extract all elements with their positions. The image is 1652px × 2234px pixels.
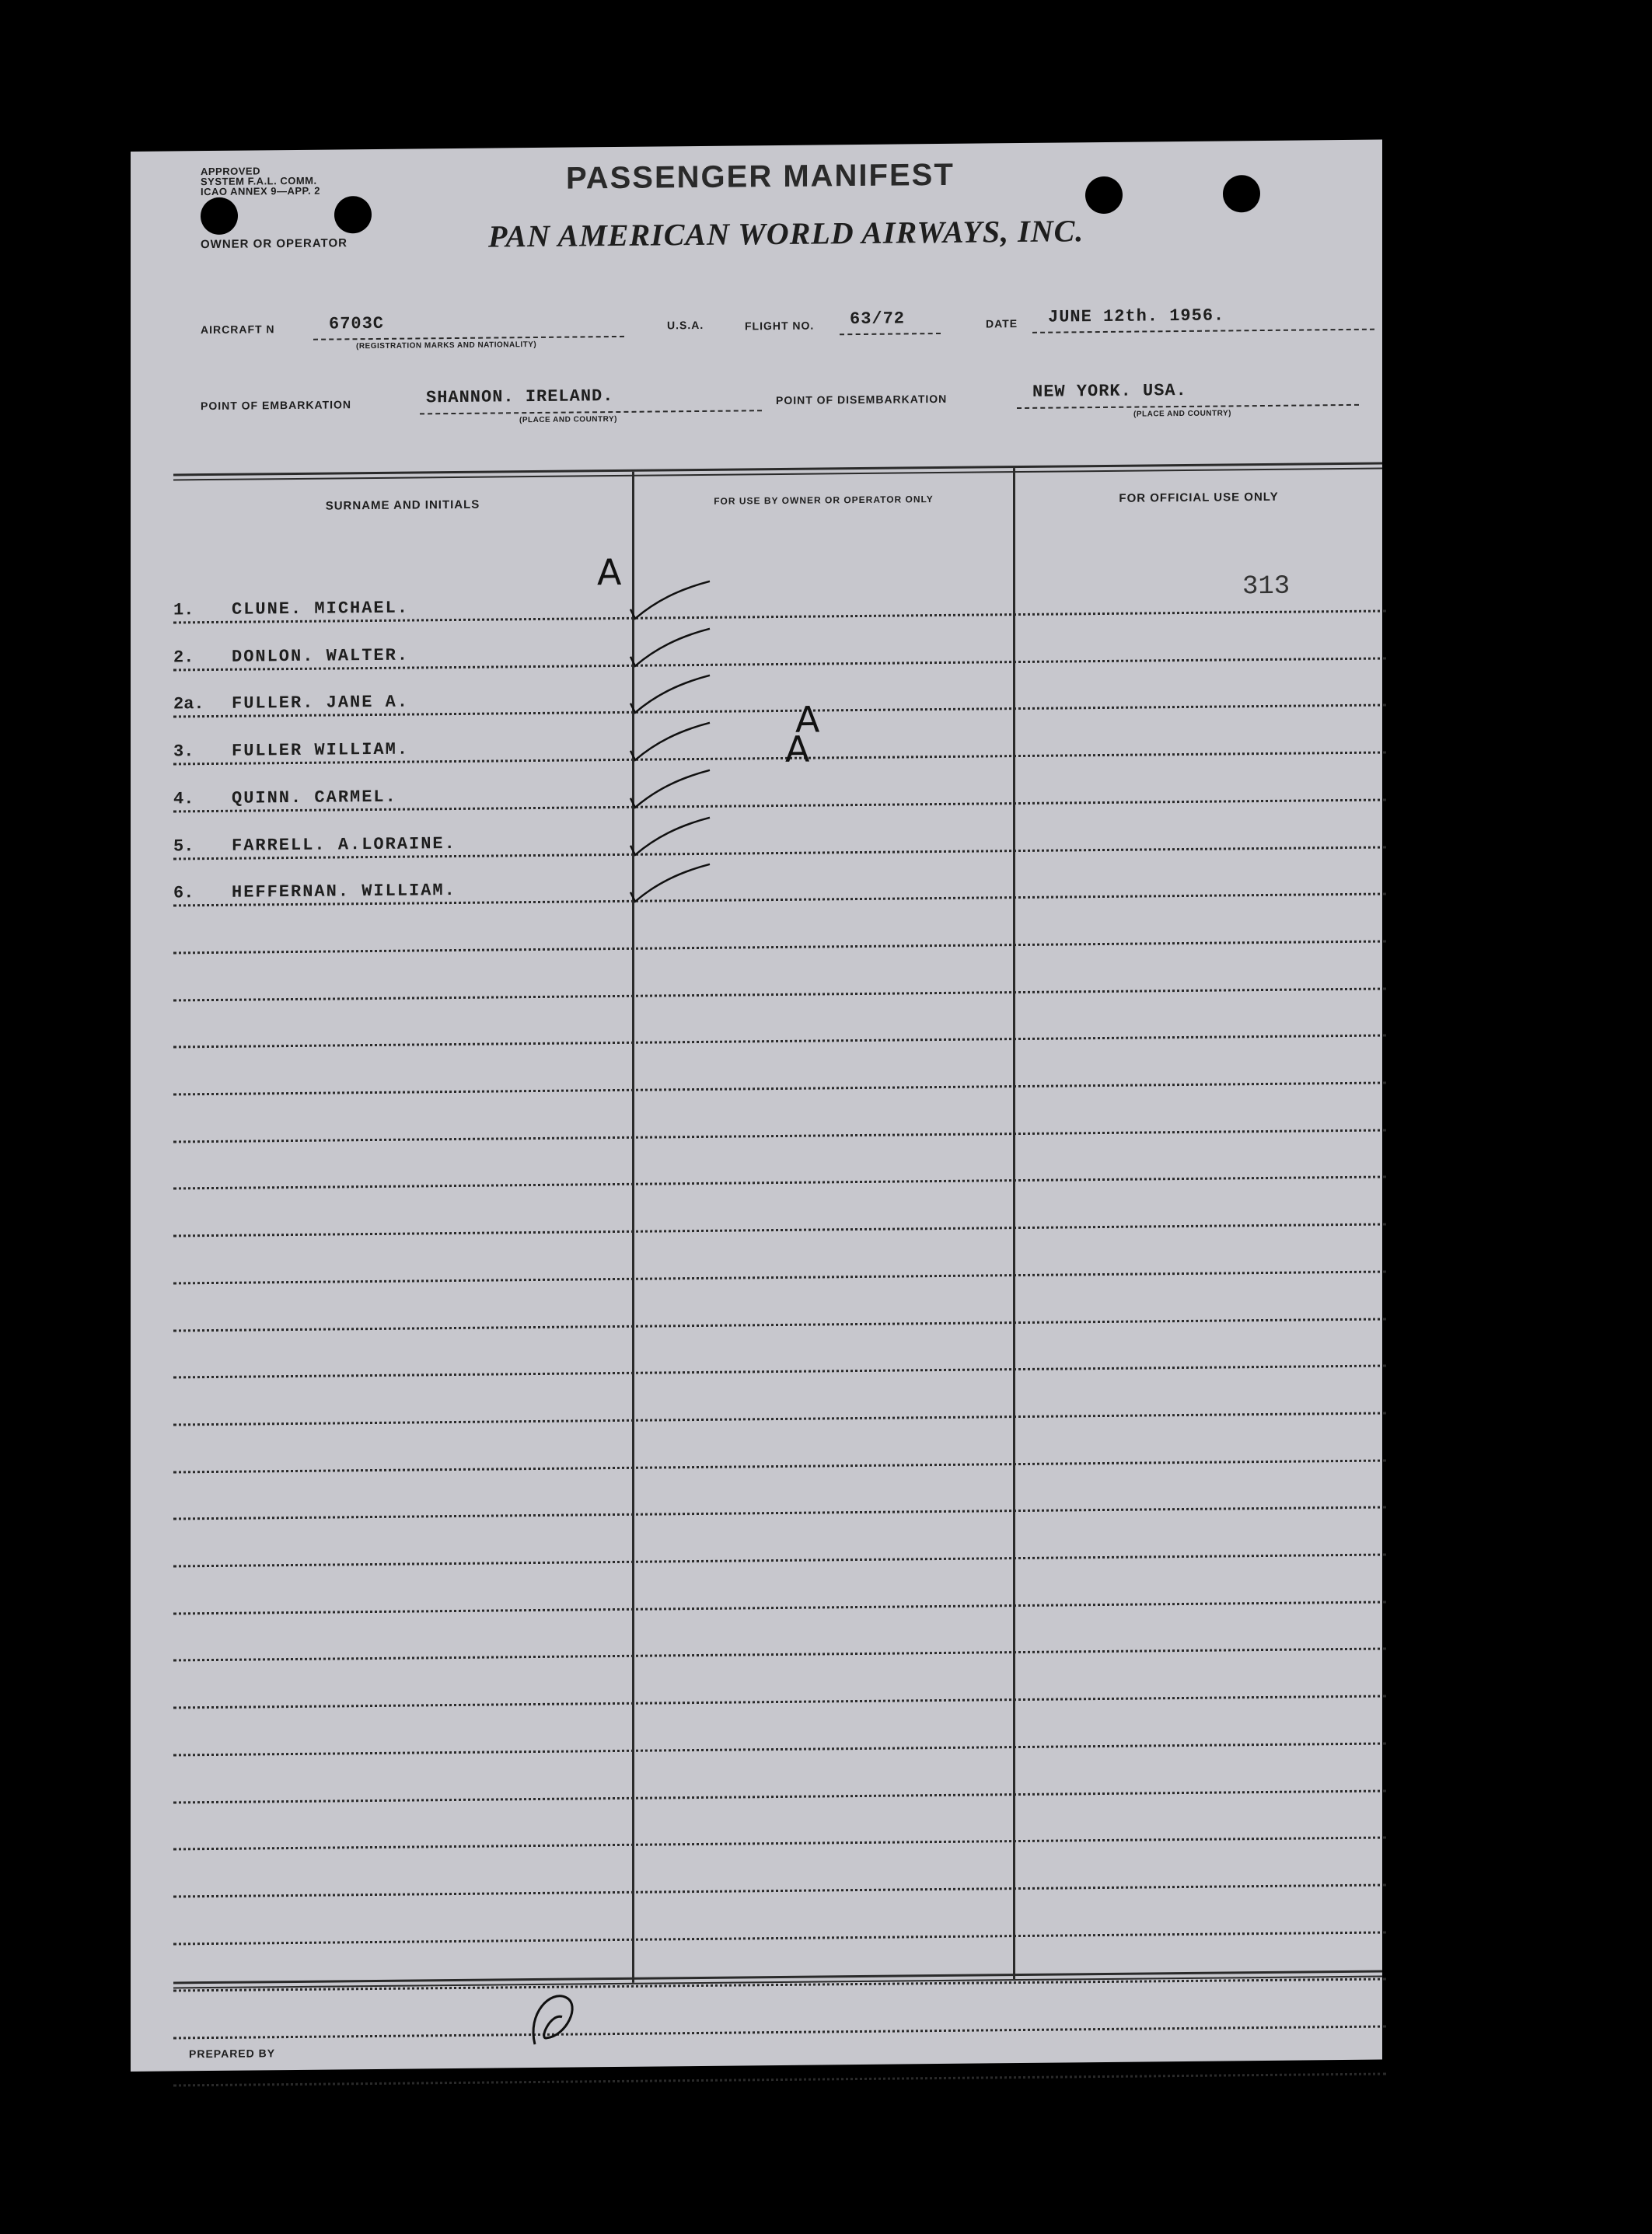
punch-hole-3 — [1085, 176, 1123, 214]
embark-underline — [420, 410, 762, 414]
prepared-by-label: PREPARED BY — [189, 2047, 276, 2061]
disembark-underline — [1017, 404, 1359, 409]
date-underline — [1032, 329, 1374, 333]
form-title: PASSENGER MANIFEST — [566, 157, 955, 196]
passenger-number: 4. — [173, 789, 194, 809]
disembark-sub: (PLACE AND COUNTRY) — [1133, 409, 1231, 419]
official-number: 313 — [1242, 571, 1291, 602]
initials-signature — [519, 1981, 589, 2052]
aircraft-label: AIRCRAFT N — [201, 323, 275, 337]
passenger-number: 3. — [173, 742, 194, 762]
owner-label: OWNER OR OPERATOR — [201, 236, 348, 252]
operator-name: PAN AMERICAN WORLD AIRWAYS, INC. — [488, 213, 1084, 254]
col-official-header: FOR OFFICIAL USE ONLY — [1119, 490, 1279, 505]
punch-hole-2 — [334, 196, 372, 233]
handwritten-mark-row1: A — [597, 550, 622, 594]
approval-line-2: SYSTEM F.A.L. COMM. — [201, 174, 317, 188]
passenger-name: HEFFERNAN. WILLIAM. — [232, 881, 456, 902]
disembark-value: NEW YORK. USA. — [1032, 380, 1187, 402]
approval-line-1: APPROVED — [201, 165, 260, 178]
aircraft-sub: (REGISTRATION MARKS AND NATIONALITY) — [356, 340, 537, 351]
col-owner-header: FOR USE BY OWNER OR OPERATOR ONLY — [714, 494, 934, 507]
manifest-sheet — [131, 140, 1382, 2072]
handwritten-mark-row5: A — [785, 728, 810, 770]
passenger-name: FULLER. JANE A. — [232, 692, 410, 714]
passenger-number: 5. — [173, 836, 194, 856]
embark-value: SHANNON. IRELAND. — [426, 386, 614, 408]
passenger-name: FULLER WILLIAM. — [232, 739, 410, 761]
passenger-number: 1. — [173, 600, 194, 620]
flight-underline — [840, 333, 941, 335]
country-value: U.S.A. — [667, 318, 704, 332]
handwritten-mark-row4: A — [795, 698, 820, 741]
aircraft-value: 6703C — [329, 313, 385, 334]
approval-line-3: ICAO ANNEX 9—APP. 2 — [201, 184, 320, 198]
flight-value: 63/72 — [850, 309, 906, 330]
passenger-number: 2. — [173, 647, 194, 668]
passenger-number: 6. — [173, 883, 194, 903]
flight-label: FLIGHT NO. — [745, 319, 815, 333]
approval-note — [201, 166, 320, 197]
embark-label: POINT OF EMBARKATION — [201, 398, 351, 413]
passenger-name: FARRELL. A.LORAINE. — [232, 833, 456, 856]
punch-hole-1 — [201, 197, 238, 235]
passenger-name: DONLON. WALTER. — [232, 645, 410, 667]
date-value: JUNE 12th. 1956. — [1048, 305, 1225, 327]
embark-sub: (PLACE AND COUNTRY) — [519, 414, 617, 425]
aircraft-underline — [313, 336, 624, 340]
col-surname-header: SURNAME AND INITIALS — [325, 497, 480, 513]
punch-hole-4 — [1223, 175, 1260, 212]
passenger-name: CLUNE. MICHAEL. — [232, 598, 410, 620]
passenger-number: 2a. — [173, 694, 204, 714]
passenger-name: QUINN. CARMEL. — [232, 787, 397, 808]
disembark-label: POINT OF DISEMBARKATION — [776, 392, 948, 407]
date-label: DATE — [986, 317, 1018, 330]
